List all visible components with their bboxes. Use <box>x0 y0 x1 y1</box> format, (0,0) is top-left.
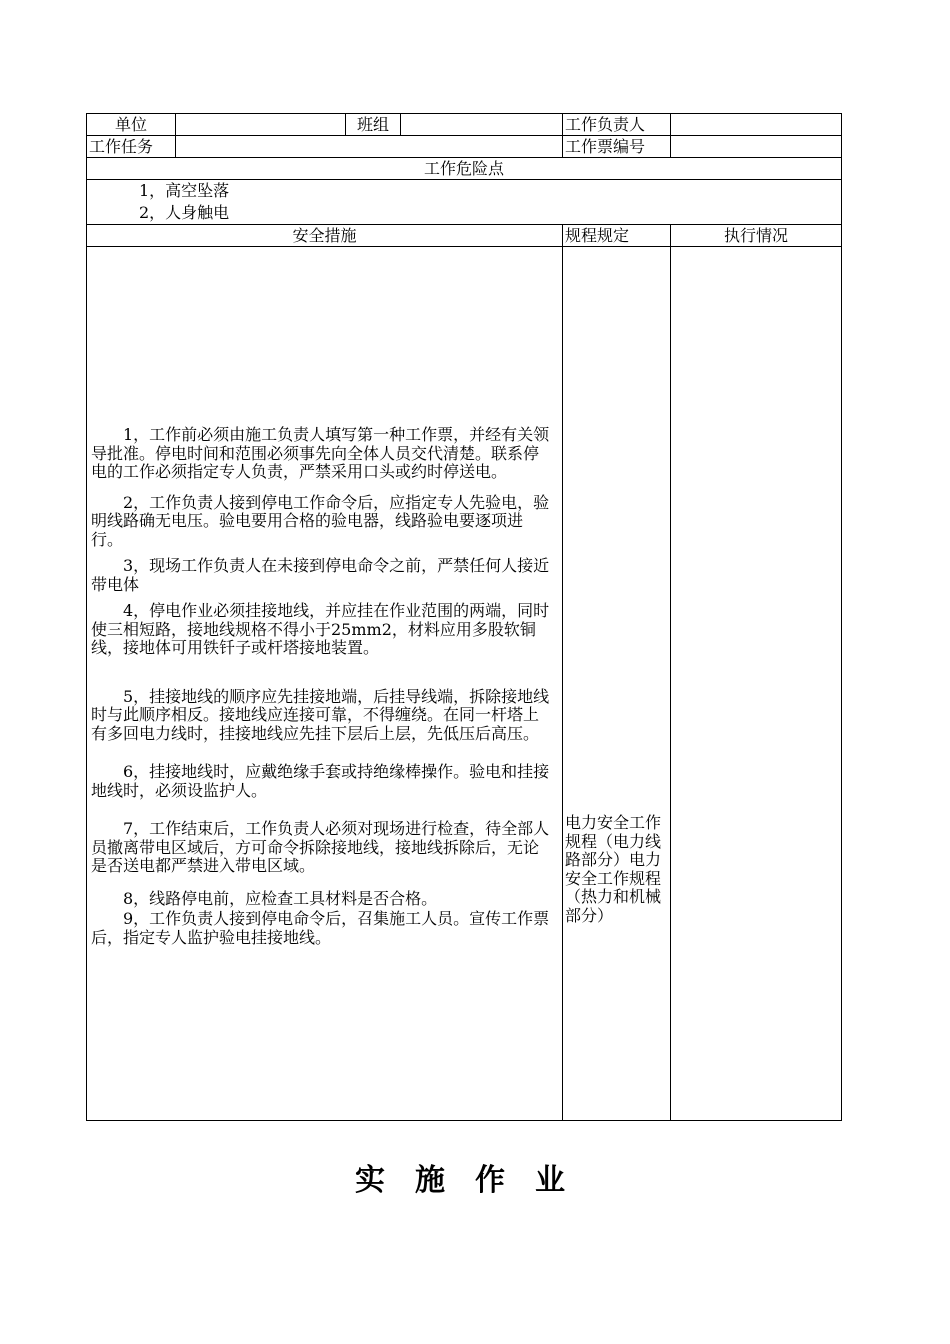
unit-label: 单位 <box>87 114 176 136</box>
leader-value-cell[interactable] <box>671 114 842 136</box>
measures-header: 安全措施 <box>87 225 563 247</box>
hazard-item: 1，高空坠落 <box>139 181 230 200</box>
measures-cell <box>87 247 563 1121</box>
work-safety-form <box>86 113 842 1121</box>
measure-item: 4，停电作业必须挂接地线，并应挂在作业范围的两端，同时使三相短路，接地线规格不得小于25mm2，材料应用多股软铜线，接地体可用铁钎子或杆塔接地装置。 <box>91 601 550 657</box>
hazards-title: 工作危险点 <box>87 158 842 180</box>
measure-item: 5，挂接地线的顺序应先挂接地端，后挂导线端，拆除接地线时与此顺序相反。接地线应连接可靠，不得缠绕。在同一杆塔上有多回电力线时，挂接地线应先挂下层后上层，先低压后高压。 <box>91 686 550 743</box>
leader-label: 工作负责人 <box>563 114 671 136</box>
hazard-item: 2，人身触电 <box>139 203 230 222</box>
task-label: 工作任务 <box>87 136 176 158</box>
measure-item: 1，工作前必须由施工负责人填写第一种工作票，并经有关领导批准。停电时间和范围必须事先向全体人员交代清楚。联系停电的工作必须指定专人负责，严禁采用口头或约时停送电。 <box>91 425 550 481</box>
ticket-value-cell[interactable] <box>671 136 842 158</box>
task-value-cell[interactable] <box>176 136 563 158</box>
rules-text: 电力安全工作规程（电力线路部分）电力安全工作规程（热力和机械部分） <box>565 813 662 925</box>
execution-cell[interactable] <box>671 247 842 1121</box>
measure-item: 2，工作负责人接到停电工作命令后，应指定专人先验电，验明线路确无电压。验电要用合格的验电器，线路验电要逐项进行。 <box>91 492 550 549</box>
measure-item: 3，现场工作负责人在未接到停电命令之前，严禁任何人接近带电体 <box>91 556 550 594</box>
hazards-cell <box>87 180 842 225</box>
measure-item: 9，工作负责人接到停电命令后，召集施工人员。宣传工作票后，指定专人监护验电挂接地线。 <box>91 909 550 947</box>
ticket-label: 工作票编号 <box>563 136 671 158</box>
execution-header: 执行情况 <box>671 225 842 247</box>
team-label: 班组 <box>346 114 401 136</box>
rules-header: 规程规定 <box>563 225 671 247</box>
rules-cell <box>563 247 671 1121</box>
measure-item: 6，挂接地线时，应戴绝缘手套或持绝缘棒操作。验电和挂接地线时，必须设监护人。 <box>91 762 550 800</box>
unit-value-cell[interactable] <box>176 114 346 136</box>
measure-item: 8，线路停电前，应检查工具材料是否合格。 <box>123 888 438 908</box>
footer-title: 实施作业 <box>355 1163 595 1198</box>
team-value-cell[interactable] <box>401 114 563 136</box>
measure-item: 7，工作结束后，工作负责人必须对现场进行检查，待全部人员撤离带电区域后，方可命令拆除接地线，接地线拆除后，无论是否送电都严禁进入带电区域。 <box>91 819 550 875</box>
